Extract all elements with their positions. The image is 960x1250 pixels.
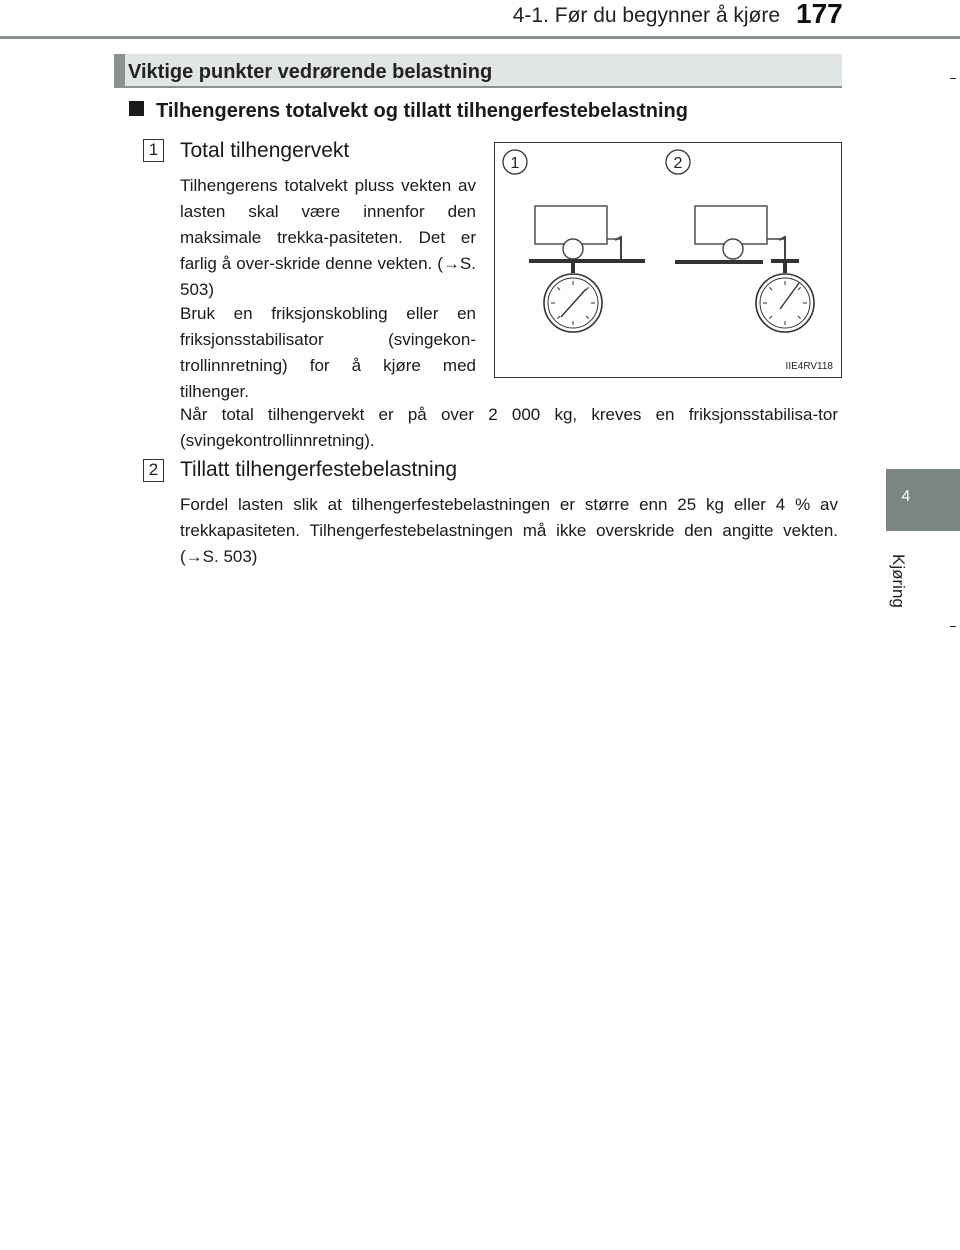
ground-line: [675, 260, 763, 264]
paragraph: Bruk en friksjonskobling eller en friksjonsstabilisator (svingekon-trollinnretning) for å kjøre med tilhenger.: [180, 304, 476, 401]
square-bullet-icon: [129, 101, 144, 116]
chapter-label: Kjøring: [889, 554, 908, 608]
page-number: 177: [796, 0, 843, 29]
subheading: [129, 100, 688, 123]
header-rule: [0, 36, 960, 39]
side-tick: [950, 78, 956, 79]
item-title: Total tilhengervekt: [180, 139, 350, 162]
item-title: Tillatt tilhengerfestebelastning: [180, 458, 458, 481]
scale-stem: [783, 263, 787, 273]
scale-stem: [571, 263, 575, 273]
figure-code: IIE4RV118: [785, 361, 833, 372]
subheading-text: Tilhengerens totalvekt og tillatt tilhengerfestebelastning: [156, 100, 688, 122]
paragraph: Når total tilhengervekt er på over 2 000 kg, kreves en friksjonsstabilisa-tor (svingekontrollinnretning).: [180, 405, 838, 450]
paragraph: Fordel lasten slik at tilhengerfestebelastningen er større enn 25 kg eller 4 % av trekkapasiteten. Tilhengerfestebelastningen må ikke overskride den angitte vekten. (→S. 503): [180, 495, 838, 566]
item-number-box: 1: [143, 139, 164, 162]
trailer-wheel-icon: [563, 239, 583, 259]
item-number-box: 2: [143, 459, 164, 482]
paragraph: Tilhengerens totalvekt pluss vekten av lasten skal være innenfor den maksimale trekka-pasiteten. Det er farlig å over-skride denne vekten. (→S. 503): [180, 176, 476, 299]
scale-platform: [771, 259, 799, 263]
jockey-wheel-icon: [779, 237, 785, 260]
header-section-title: 4-1. Før du begynner å kjøre: [512, 4, 780, 27]
trailer-weight-figure: [494, 142, 842, 378]
side-tick: [950, 626, 956, 627]
scale-platform: [529, 259, 645, 263]
trailer-wheel-icon: [723, 239, 743, 259]
figure-label-1: 1: [510, 155, 520, 172]
chapter-number: 4: [901, 488, 911, 505]
trailer-body-icon: [535, 206, 607, 244]
jockey-wheel-icon: [615, 237, 621, 260]
trailer-body-icon: [695, 206, 767, 244]
figure-label-2: 2: [673, 155, 683, 172]
section-title: Viktige punkter vedrørende belastning: [128, 61, 493, 83]
trailer-scale-illustration: [495, 143, 840, 376]
